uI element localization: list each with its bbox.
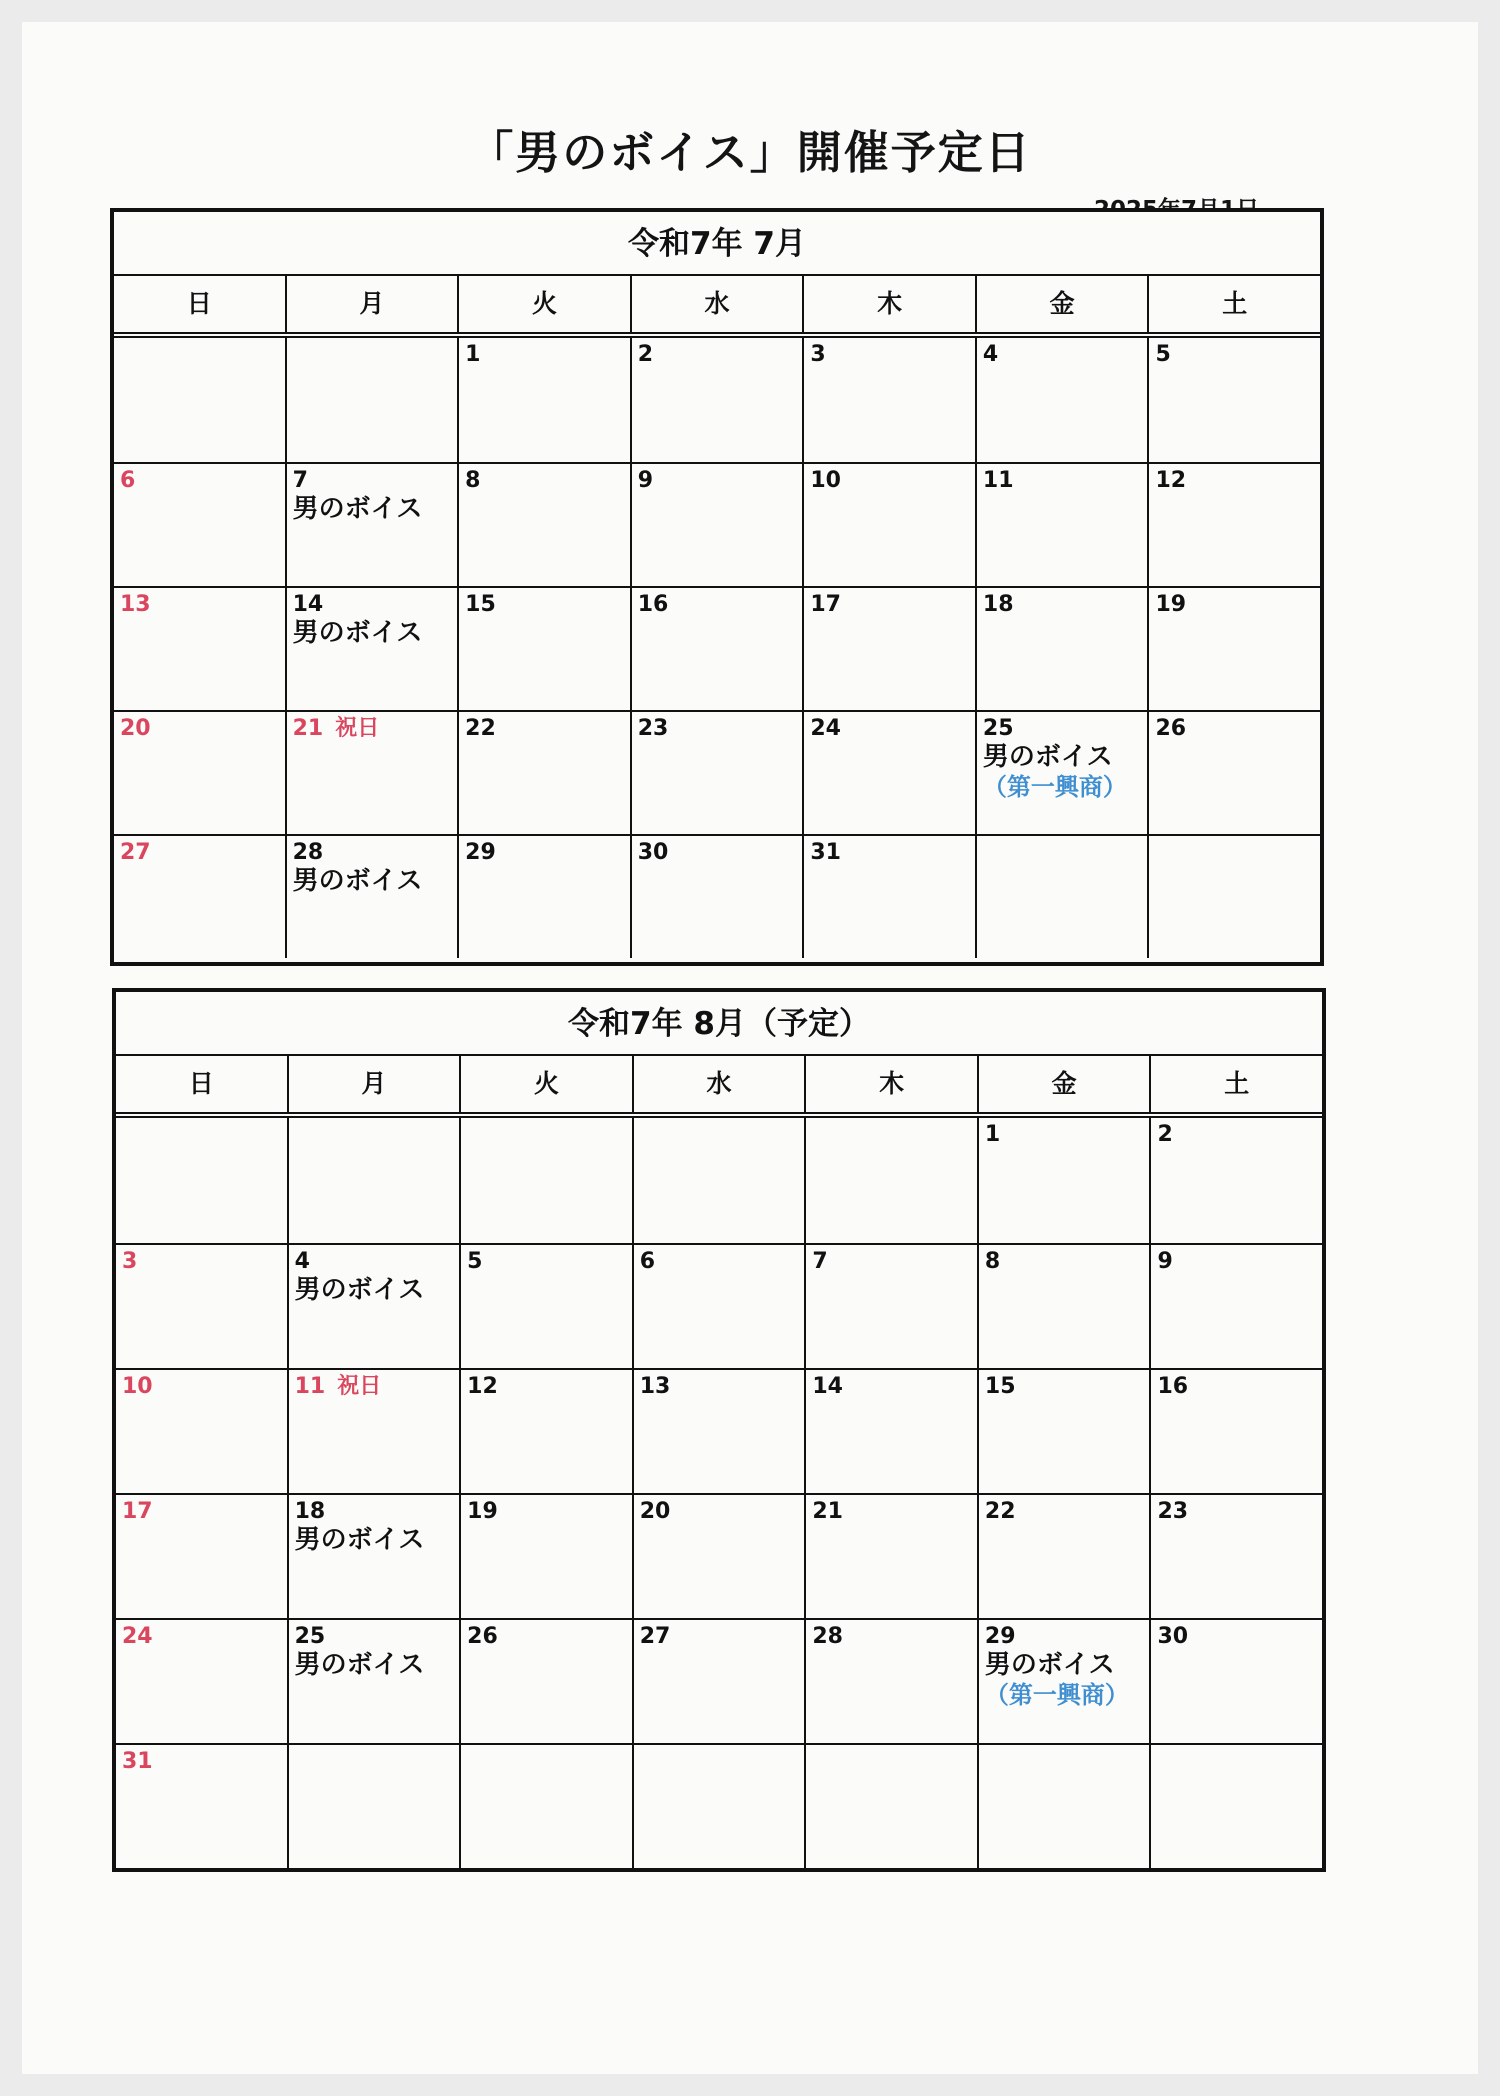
day-number: [985, 1122, 1150, 1148]
day-cell: [632, 1370, 805, 1493]
day-number-text: 18: [982, 592, 1014, 617]
day-cell: [1147, 712, 1320, 834]
day-cell: [802, 712, 975, 834]
day-cell: [977, 1245, 1150, 1368]
day-number-text: 3: [122, 1249, 138, 1274]
day-number-text: 12: [1155, 468, 1187, 493]
day-number: [122, 1499, 287, 1525]
day-number: [293, 716, 458, 742]
day-cell: [459, 1745, 632, 1868]
day-number-text: 13: [120, 592, 151, 617]
day-cell: [977, 1620, 1150, 1743]
event-label: 男のボイス: [294, 1275, 425, 1305]
weekday-tue: 火: [457, 276, 630, 332]
day-number-text: 1: [465, 342, 481, 367]
day-number-text: 23: [1157, 1499, 1189, 1524]
day-number: [638, 840, 803, 866]
calendar-title: 令和7年 8月（予定）: [116, 992, 1322, 1056]
weekday-header: [116, 1056, 1322, 1118]
day-cell: [285, 836, 458, 958]
weekday-mon: 月: [287, 1056, 460, 1112]
day-number: [467, 1624, 632, 1650]
day-number: [638, 716, 803, 742]
day-cell: [459, 1118, 632, 1243]
day-cell: [1147, 464, 1320, 586]
weekday-fri: 金: [975, 276, 1148, 332]
day-cell: [457, 588, 630, 710]
day-cell: [630, 338, 803, 462]
day-cell: [632, 1495, 805, 1618]
day-number: [1157, 1374, 1322, 1400]
day-cell: [116, 1245, 287, 1368]
day-cell: [630, 464, 803, 586]
event-label: 男のボイス: [294, 1525, 425, 1555]
week-row: [116, 1118, 1322, 1243]
weekday-sat: 土: [1149, 1056, 1322, 1112]
day-number: [810, 592, 975, 618]
day-number-text: 18: [294, 1499, 326, 1524]
day-number-text: 16: [1157, 1374, 1189, 1399]
day-cell: [630, 836, 803, 958]
week-row: [114, 834, 1320, 958]
weekday-wed: 水: [630, 276, 803, 332]
day-cell: [1149, 1370, 1322, 1493]
day-number: [1157, 1122, 1322, 1148]
day-number-text: 14: [292, 592, 324, 617]
day-number: [985, 1499, 1150, 1525]
day-number: [1157, 1499, 1322, 1525]
day-cell: [1147, 338, 1320, 462]
week-row: [114, 338, 1320, 462]
day-cell: [287, 1620, 460, 1743]
day-number-text: 27: [120, 840, 151, 865]
day-cell: [630, 588, 803, 710]
day-number: [983, 592, 1148, 618]
week-row: [116, 1368, 1322, 1493]
day-number: [810, 468, 975, 494]
day-number-text: 10: [810, 468, 841, 493]
day-cell: [287, 1495, 460, 1618]
day-number-text: 23: [637, 716, 669, 741]
day-number-text: 22: [465, 716, 496, 741]
holiday-label: 祝日: [337, 1374, 382, 1399]
day-number: [465, 840, 630, 866]
day-number: [1155, 716, 1320, 742]
day-number: [638, 342, 803, 368]
day-number: [467, 1374, 632, 1400]
day-cell: [1149, 1495, 1322, 1618]
day-cell: [975, 712, 1148, 834]
day-number: [1155, 468, 1320, 494]
day-number-text: 11: [982, 468, 1014, 493]
day-cell: [1147, 836, 1320, 958]
day-cell: [116, 1118, 287, 1243]
day-number: [467, 1249, 632, 1275]
venue-label: （第一興商）: [982, 773, 1127, 801]
day-number-text: 9: [637, 468, 654, 493]
day-cell: [116, 1620, 287, 1743]
day-number-text: 17: [122, 1499, 153, 1524]
weekday-tue: 火: [459, 1056, 632, 1112]
day-number-text: 5: [1155, 342, 1171, 367]
day-number-text: 2: [1157, 1122, 1173, 1147]
day-number: [120, 840, 285, 866]
day-number-text: 12: [467, 1374, 498, 1399]
day-cell: [285, 464, 458, 586]
day-number: [295, 1374, 460, 1400]
day-cell: [977, 1370, 1150, 1493]
day-number-text: 31: [810, 840, 841, 865]
day-number: [293, 592, 458, 618]
day-cell: [975, 338, 1148, 462]
day-cell: [632, 1620, 805, 1743]
day-number-text: 26: [467, 1624, 498, 1649]
day-cell: [287, 1245, 460, 1368]
day-cell: [287, 1745, 460, 1868]
day-cell: [114, 588, 285, 710]
day-cell: [802, 464, 975, 586]
day-number-text: 24: [810, 716, 841, 741]
day-number-text: 5: [467, 1249, 483, 1274]
day-number: [640, 1624, 805, 1650]
day-cell: [632, 1745, 805, 1868]
weekday-sun: 日: [188, 1069, 214, 1098]
day-number-text: 28: [292, 840, 324, 865]
calendar-july: [110, 208, 1324, 966]
event-label: 男のボイス: [292, 618, 423, 648]
day-number: [465, 592, 630, 618]
day-cell: [459, 1245, 632, 1368]
day-number: [120, 716, 285, 742]
calendar-grid: [116, 1118, 1322, 1868]
day-cell: [804, 1118, 977, 1243]
day-cell: [285, 338, 458, 462]
day-number-text: 20: [639, 1499, 671, 1524]
day-cell: [977, 1495, 1150, 1618]
day-number: [983, 468, 1148, 494]
day-number-text: 8: [465, 468, 481, 493]
day-number-text: 27: [639, 1624, 671, 1649]
weekday-header: [114, 276, 1320, 338]
day-number: [640, 1249, 805, 1275]
event-label: 男のボイス: [982, 742, 1113, 772]
event-label: 男のボイス: [984, 1650, 1115, 1680]
day-cell: [1147, 588, 1320, 710]
calendar-title: 令和7年 7月: [114, 212, 1320, 276]
day-cell: [285, 712, 458, 834]
day-number-text: 30: [1157, 1624, 1189, 1649]
event-label: 男のボイス: [294, 1650, 425, 1680]
day-number: [467, 1499, 632, 1525]
day-number: [983, 716, 1148, 742]
day-number: [465, 468, 630, 494]
week-row: [114, 710, 1320, 834]
day-number: [1155, 342, 1320, 368]
day-number: [638, 592, 803, 618]
day-number-text: 26: [1155, 716, 1187, 741]
day-cell: [977, 1745, 1150, 1868]
day-number-text: 6: [120, 468, 136, 493]
day-cell: [975, 464, 1148, 586]
day-number: [1157, 1249, 1322, 1275]
holiday-label: 祝日: [335, 716, 380, 741]
day-number-text: 1: [984, 1122, 1001, 1147]
day-number: [983, 342, 1148, 368]
day-number: [810, 716, 975, 742]
day-number-text: 15: [465, 592, 496, 617]
day-number-text: 25: [982, 716, 1014, 741]
day-cell: [457, 836, 630, 958]
day-number: [985, 1374, 1150, 1400]
day-number: [810, 342, 975, 368]
day-number-text: 21: [292, 716, 324, 741]
calendar-grid: [114, 338, 1320, 958]
week-row: [116, 1743, 1322, 1868]
day-cell: [1149, 1620, 1322, 1743]
day-number: [293, 468, 458, 494]
day-number-text: 24: [122, 1624, 153, 1649]
day-number: [812, 1249, 977, 1275]
day-number-text: 31: [122, 1749, 153, 1774]
day-number-text: 15: [984, 1374, 1016, 1399]
day-number-text: 16: [637, 592, 669, 617]
day-number-text: 14: [812, 1374, 843, 1399]
day-number: [295, 1249, 460, 1275]
day-number: [122, 1249, 287, 1275]
weekday-wed: 水: [632, 1056, 805, 1112]
day-number: [120, 592, 285, 618]
day-cell: [114, 836, 285, 958]
day-number: [640, 1499, 805, 1525]
document-title: 「男のボイス」開催予定日: [468, 126, 1032, 179]
day-number: [120, 468, 285, 494]
day-cell: [975, 588, 1148, 710]
day-number: [985, 1624, 1150, 1650]
day-number-text: 13: [639, 1374, 671, 1399]
day-number: [1155, 592, 1320, 618]
day-cell: [804, 1245, 977, 1368]
event-label: 男のボイス: [292, 494, 423, 524]
day-cell: [287, 1118, 460, 1243]
day-number-text: 8: [984, 1249, 1001, 1274]
day-cell: [459, 1495, 632, 1618]
week-row: [114, 586, 1320, 710]
weekday-mon: 月: [285, 276, 458, 332]
day-number-text: 30: [637, 840, 669, 865]
day-number: [465, 716, 630, 742]
day-cell: [1149, 1245, 1322, 1368]
day-cell: [285, 588, 458, 710]
day-number-text: 11: [294, 1374, 326, 1399]
day-cell: [116, 1495, 287, 1618]
day-cell: [630, 712, 803, 834]
day-number: [810, 840, 975, 866]
day-cell: [1149, 1745, 1322, 1868]
day-number: [638, 468, 803, 494]
day-number: [122, 1624, 287, 1650]
day-number-text: 19: [467, 1499, 498, 1524]
weekday-sat: 土: [1147, 276, 1320, 332]
day-number-text: 28: [812, 1624, 843, 1649]
week-row: [116, 1243, 1322, 1368]
day-cell: [802, 588, 975, 710]
day-number-text: 21: [812, 1499, 843, 1524]
day-number: [985, 1249, 1150, 1275]
week-row: [116, 1493, 1322, 1618]
weekday-thu: 木: [804, 1056, 977, 1112]
day-number-text: 4: [982, 342, 999, 367]
day-cell: [804, 1495, 977, 1618]
day-cell: [977, 1118, 1150, 1243]
day-number: [812, 1624, 977, 1650]
event-label: 男のボイス: [292, 866, 423, 896]
day-number: [295, 1499, 460, 1525]
venue-label: （第一興商）: [984, 1681, 1129, 1709]
day-cell: [114, 464, 285, 586]
weekday-fri: 金: [977, 1056, 1150, 1112]
day-number: [122, 1749, 287, 1775]
day-cell: [802, 836, 975, 958]
day-cell: [457, 712, 630, 834]
day-number: [122, 1374, 287, 1400]
day-cell: [116, 1745, 287, 1868]
day-cell: [802, 338, 975, 462]
day-cell: [114, 338, 285, 462]
day-cell: [1149, 1118, 1322, 1243]
week-row: [114, 462, 1320, 586]
day-number-text: 2: [637, 342, 654, 367]
day-number-text: 25: [294, 1624, 326, 1649]
day-number: [812, 1374, 977, 1400]
day-cell: [287, 1370, 460, 1493]
day-number-text: 7: [292, 468, 308, 493]
day-cell: [632, 1118, 805, 1243]
day-number: [465, 342, 630, 368]
day-number-text: 29: [984, 1624, 1016, 1649]
day-number: [812, 1499, 977, 1525]
day-number-text: 4: [294, 1249, 310, 1274]
day-cell: [459, 1620, 632, 1743]
day-cell: [632, 1245, 805, 1368]
day-cell: [116, 1370, 287, 1493]
day-number-text: 7: [812, 1249, 828, 1274]
calendar-august: [112, 988, 1326, 1872]
weekday-sun: 日: [186, 289, 212, 318]
weekday-thu: 木: [802, 276, 975, 332]
day-number-text: 9: [1157, 1249, 1173, 1274]
day-number-text: 3: [810, 342, 826, 367]
day-cell: [975, 836, 1148, 958]
day-cell: [804, 1745, 977, 1868]
day-number-text: 17: [810, 592, 841, 617]
day-cell: [457, 464, 630, 586]
day-cell: [457, 338, 630, 462]
day-number: [295, 1624, 460, 1650]
day-number-text: 10: [122, 1374, 153, 1399]
day-number-text: 6: [639, 1249, 656, 1274]
day-number-text: 20: [120, 716, 151, 741]
day-number: [1157, 1624, 1322, 1650]
day-cell: [459, 1370, 632, 1493]
day-cell: [804, 1620, 977, 1743]
day-number-text: 29: [465, 840, 496, 865]
day-number-text: 19: [1155, 592, 1187, 617]
day-number: [293, 840, 458, 866]
day-cell: [114, 712, 285, 834]
day-number-text: 22: [984, 1499, 1016, 1524]
day-number: [640, 1374, 805, 1400]
paper-sheet: [22, 22, 1478, 2074]
week-row: [116, 1618, 1322, 1743]
day-cell: [804, 1370, 977, 1493]
